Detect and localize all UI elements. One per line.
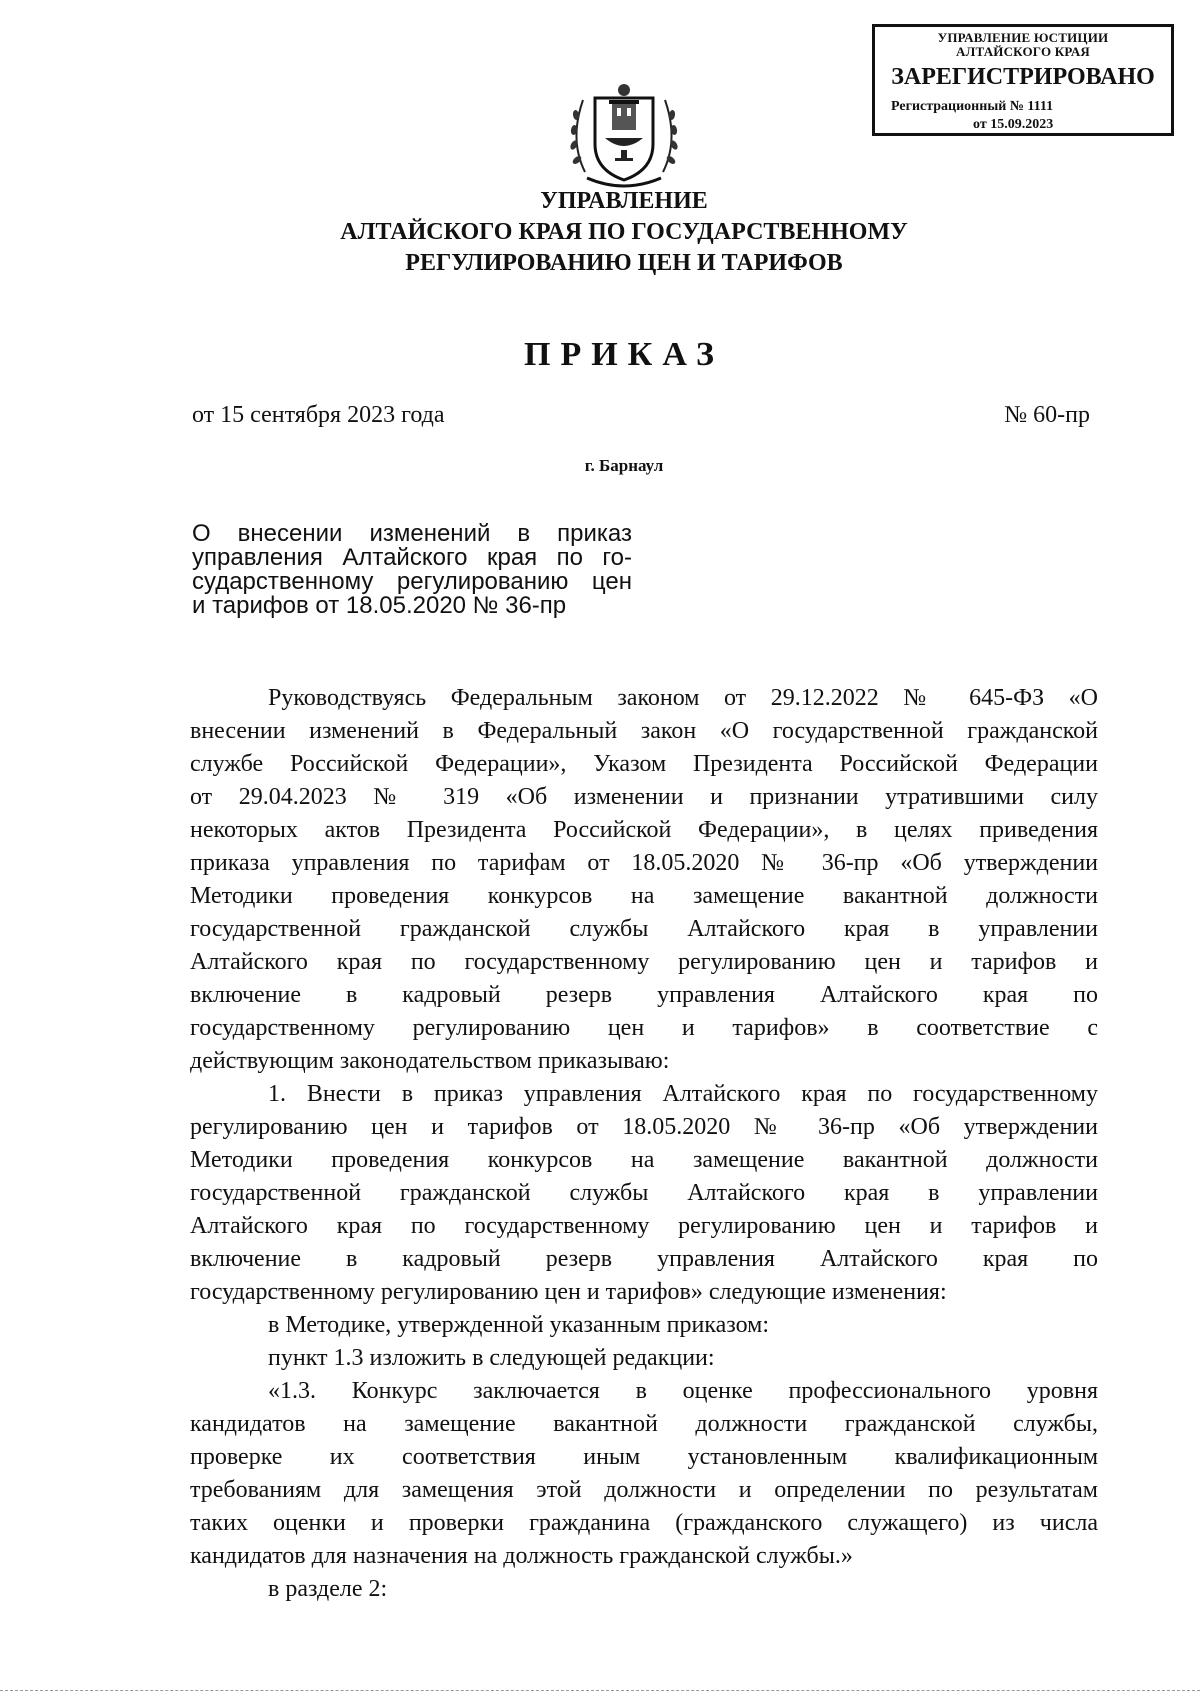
body-line: некоторых актов Президента Российской Федерации», в целях приведения [190,817,1098,843]
body-line: Методики проведения конкурсов на замещение вакантной должности [190,1147,1098,1173]
document-type: ПРИКАЗ [524,336,724,373]
body-line: государственному регулированию цен и тарифов» следующие изменения: [190,1279,947,1305]
body-line: 1. Внести в приказ управления Алтайского края по государственному [268,1081,1098,1107]
city: г. Барнаул [584,456,664,475]
body-line: от 29.04.2023 № 319 «Об изменении и признании утратившими силу [190,784,1098,810]
body-line: приказа управления по тарифам от 18.05.2020 № 36-пр «Об утверждении [190,850,1098,876]
body-line: проверке их соответствия иным установленным квалификационным [190,1444,1098,1470]
registration-stamp [872,24,1174,136]
body-line: Методики проведения конкурсов на замещение вакантной должности [190,883,1098,909]
body-line: Алтайского края по государственному регулированию цен и тарифов и [190,1213,1098,1239]
order-date: от 15 сентября 2023 года [192,402,445,428]
body-line: действующим законодательством приказываю: [190,1048,670,1074]
organization-name [200,186,1048,279]
body-line: службе Российской Федерации», Указом Президента Российской Федерации [190,751,1098,777]
order-subject [192,522,632,618]
subject-line: управления Алтайского края по го- [192,544,632,571]
stamp-line-2: АЛТАЙСКОГО КРАЯ [956,44,1090,59]
subject-line: О внесении изменений в приказ [192,520,632,547]
coat-of-arms-icon [565,70,683,190]
body-line: в разделе 2: [268,1576,388,1602]
stamp-line-1: УПРАВЛЕНИЕ ЮСТИЦИИ [937,30,1109,45]
subject-line: и тарифов от 18.05.2020 № 36-пр [192,592,567,619]
org-line-2: АЛТАЙСКОГО КРАЯ ПО ГОСУДАРСТВЕННОМУ [340,219,908,245]
org-line-1: УПРАВЛЕНИЕ [540,188,708,214]
body-line: включение в кадровый резерв управления Алтайского края по [190,982,1098,1008]
body-line: в Методике, утвержденной указанным приказом: [268,1312,770,1338]
scan-edge-divider [0,1690,1200,1691]
body-line: кандидатов для назначения на должность гражданской службы.» [190,1543,853,1569]
body-line: государственному регулированию цен и тарифов» в соответствие с [190,1015,1098,1041]
body-line: Алтайского края по государственному регулированию цен и тарифов и [190,949,1098,975]
body-line: пункт 1.3 изложить в следующей редакции: [268,1345,715,1371]
body-line: «1.3. Конкурс заключается в оценке профессионального уровня [268,1378,1098,1404]
body-line: регулированию цен и тарифов от 18.05.2020 № 36-пр «Об утверждении [190,1114,1098,1140]
body-line: Руководствуясь Федеральным законом от 29.12.2022 № 645-ФЗ «О [268,685,1098,711]
org-line-3: РЕГУЛИРОВАНИЮ ЦЕН И ТАРИФОВ [405,250,843,276]
body-line: таких оценки и проверки гражданина (гражданского служащего) из числа [190,1510,1098,1536]
body-line: кандидатов на замещение вакантной должности гражданской службы, [190,1411,1098,1437]
body-line: государственной гражданской службы Алтайского края в управлении [190,916,1098,942]
subject-line: сударственному регулированию цен [192,568,632,595]
order-body [190,682,1098,1606]
stamp-reg-number: Регистрационный № 1111 [891,99,1054,114]
body-line: внесении изменений в Федеральный закон «О государственной гражданской [190,718,1098,744]
stamp-status: ЗАРЕГИСТРИРОВАНО [891,64,1155,90]
order-number: № 60-пр [1004,402,1090,428]
stamp-reg-date: от 15.09.2023 [973,117,1054,132]
body-line: государственной гражданской службы Алтайского края в управлении [190,1180,1098,1206]
body-line: требованиям для замещения этой должности и определении по результатам [190,1477,1098,1503]
body-line: включение в кадровый резерв управления Алтайского края по [190,1246,1098,1272]
